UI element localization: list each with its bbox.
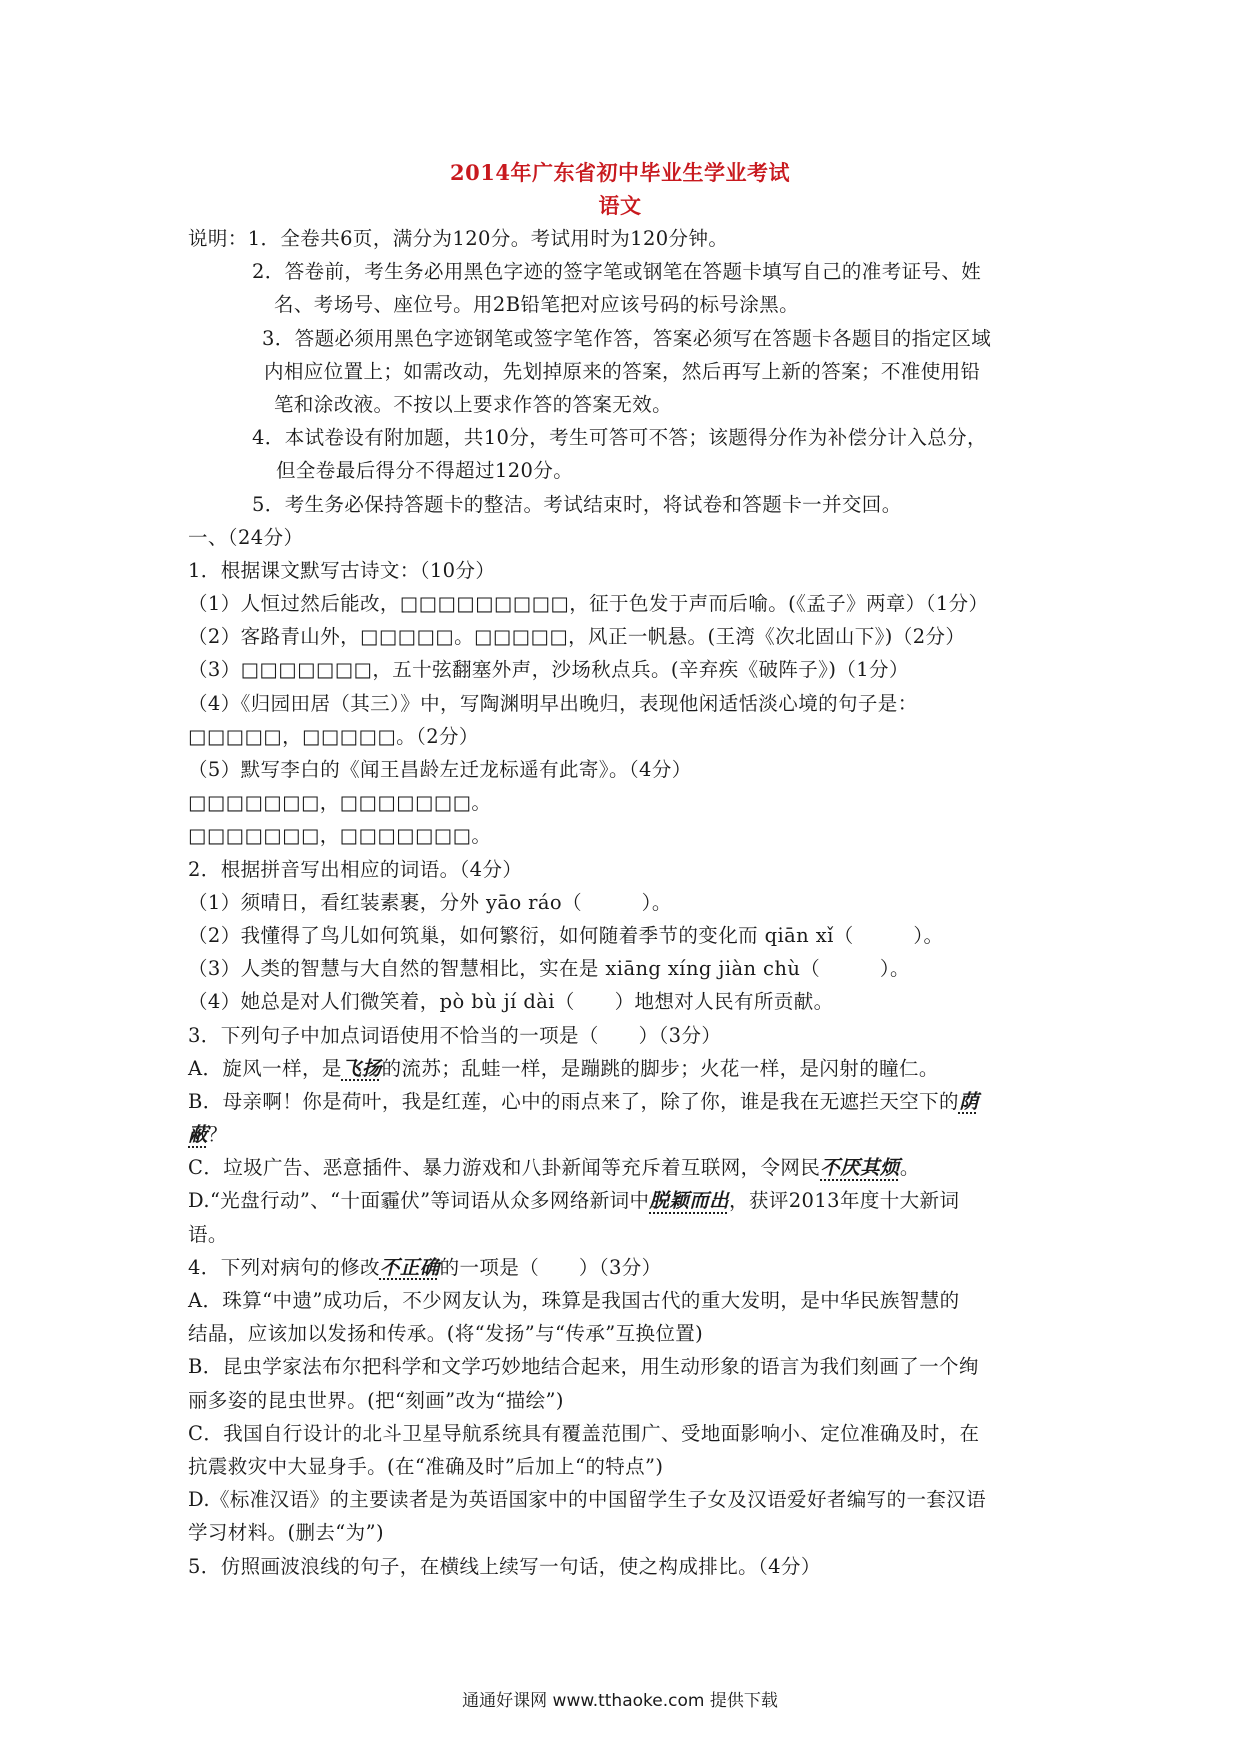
option-a-cont: 结晶，应该加以发扬和传承。(将“发扬”与“传承”互换位置): [188, 1322, 704, 1346]
instruction-line: 但全卷最后得分不得超过120分。: [276, 459, 574, 483]
option-d-cont: 学习材料。(删去“为”): [188, 1521, 384, 1545]
question-line: （5）默写李白的《闻王昌龄左迁龙标遥有此寄》。（4分）: [188, 758, 692, 781]
question-stem: 1．根据课文默写古诗文：（10分）: [188, 558, 496, 582]
instruction-line: 5．考生务必保持答题卡的整洁。考试结束时，将试卷和答题卡一并交回。: [252, 492, 902, 516]
question-stem: 2．根据拼音写出相应的词语。（4分）: [188, 857, 523, 881]
question-line: （4）她总是对人们微笑着，pò bù jí dài（ ）地想对人民有所贡献。: [188, 990, 834, 1014]
option-b: B．昆虫学家法布尔把科学和文学巧妙地结合起来，用生动形象的语言为我们刻画了一个绚: [188, 1355, 979, 1379]
option-text: ，获评2013年度十大新词: [729, 1189, 960, 1213]
option-text: ？: [207, 1123, 228, 1147]
dotted-word: 荫: [958, 1089, 979, 1113]
option-c: C．我国自行设计的北斗卫星导航系统具有覆盖范围广、受地面影响小、定位准确及时，在: [188, 1421, 980, 1445]
question-line: □□□□□□□，□□□□□□□。: [188, 824, 492, 848]
option-text: C．垃圾广告、恶意插件、暴力游戏和八卦新闻等充斥着互联网，令网民: [188, 1156, 821, 1180]
question-line: （4）《归园田居（其三）》中，写陶渊明早出晚归，表现他闲适恬淡心境的句子是：: [188, 691, 918, 715]
stem-text: 4．下列对病句的修改: [188, 1255, 380, 1279]
question-line: （3）□□□□□□□，五十弦翻塞外声，沙场秋点兵。(辛弃疾《破阵子》)（1分）: [188, 658, 909, 682]
exam-title: 2014年广东省初中毕业生学业考试: [450, 160, 790, 185]
option-text: 的流苏；乱蛙一样，是蹦跳的脚步；火花一样，是闪射的瞳仁。: [381, 1056, 939, 1080]
option-b-cont: 丽多姿的昆虫世界。(把“刻画”改为“描绘”): [188, 1388, 564, 1412]
instruction-line: 2．答卷前，考生务必用黑色字迹的签字笔或钢笔在答题卡填写自己的准考证号、姓: [252, 260, 982, 284]
option-text: D.“光盘行动”、“十面霾伏”等词语从众多网络新词中: [188, 1189, 650, 1213]
question-stem: 3．下列句子中加点词语使用不恰当的一项是（ ）（3分）: [188, 1023, 722, 1047]
question-line: （2）我懂得了鸟儿如何筑巢，如何繁衍，如何随着季节的变化而 qiān xǐ（ ）。: [188, 923, 944, 947]
question-line: □□□□□，□□□□□。（2分）: [188, 724, 479, 748]
option-a: [188, 1052, 1062, 1085]
instruction-line: 名、考场号、座位号。用2B铅笔把对应该号码的标号涂黑。: [274, 293, 800, 317]
option-text: 。: [899, 1156, 920, 1180]
question-line: □□□□□□□，□□□□□□□。: [188, 791, 492, 815]
option-c-cont: 抗震救灾中大显身手。(在“准确及时”后加上“的特点”): [188, 1454, 664, 1478]
option-text: B．母亲啊！你是荷叶，我是红莲，心中的雨点来了，除了你，谁是我在无遮拦天空下的: [188, 1089, 959, 1113]
question-stem: [188, 1251, 1062, 1284]
exam-subject: 语文: [598, 193, 642, 218]
instruction-line: 笔和涂改液。不按以上要求作答的答案无效。: [274, 392, 673, 416]
question-line: （1）须晴日，看红装素裹，分外 yāo ráo（ ）。: [188, 890, 672, 914]
instruction-line: 说明：1．全卷共6页，满分为120分。考试用时为120分钟。: [188, 227, 729, 250]
instruction-line: 3．答题必须用黑色字迹钢笔或签字笔作答，答案必须写在答题卡各题目的指定区域: [262, 326, 992, 350]
dotted-word: 不厌其烦: [820, 1156, 900, 1180]
instruction-line: 内相应位置上；如需改动，先划掉原来的答案，然后再写上新的答案；不准使用铅: [264, 359, 981, 383]
option-b: [188, 1085, 1062, 1118]
dotted-word: 不正确: [379, 1255, 440, 1279]
option-a: A．珠算“中遗”成功后，不少网友认为，珠算是我国古代的重大发明，是中华民族智慧的: [188, 1289, 960, 1312]
question-line: （2）客路青山外，□□□□□。□□□□□，风正一帆悬。(王湾《次北固山下》)（2分）: [188, 625, 966, 649]
question-line: （1）人恒过然后能改，□□□□□□□□□，征于色发于声而后喻。(《孟子》两章）（1分）: [188, 592, 989, 616]
option-text: A．旋风一样，是: [188, 1056, 342, 1080]
option-b-cont: [188, 1118, 1062, 1151]
instruction-line: 4．本试卷设有附加题，共10分，考生可答可不答；该题得分作为补偿分计入总分，: [252, 426, 987, 450]
stem-text: 的一项是（ ）（3分）: [439, 1255, 662, 1279]
dotted-word: 蔽: [188, 1123, 208, 1147]
exam-content: [188, 222, 1062, 1583]
page-footer: 通通好课网 www.tthaoke.com 提供下载: [462, 1691, 778, 1711]
dotted-word: 飞扬: [341, 1056, 382, 1080]
option-c: [188, 1151, 1062, 1184]
question-stem: 5．仿照画波浪线的句子，在横线上续写一句话，使之构成排比。（4分）: [188, 1554, 821, 1578]
section-heading: 一、（24分）: [188, 525, 304, 549]
option-d: [188, 1184, 1062, 1217]
dotted-word: 脱颖而出: [649, 1189, 730, 1213]
option-d: D.《标准汉语》的主要读者是为英语国家中的中国留学生子女及汉语爱好者编写的一套汉语: [188, 1488, 987, 1512]
option-d-cont: 语。: [188, 1222, 228, 1246]
question-line: （3）人类的智慧与大自然的智慧相比，实在是 xiāng xíng jiàn chù（ ）。: [188, 957, 910, 981]
